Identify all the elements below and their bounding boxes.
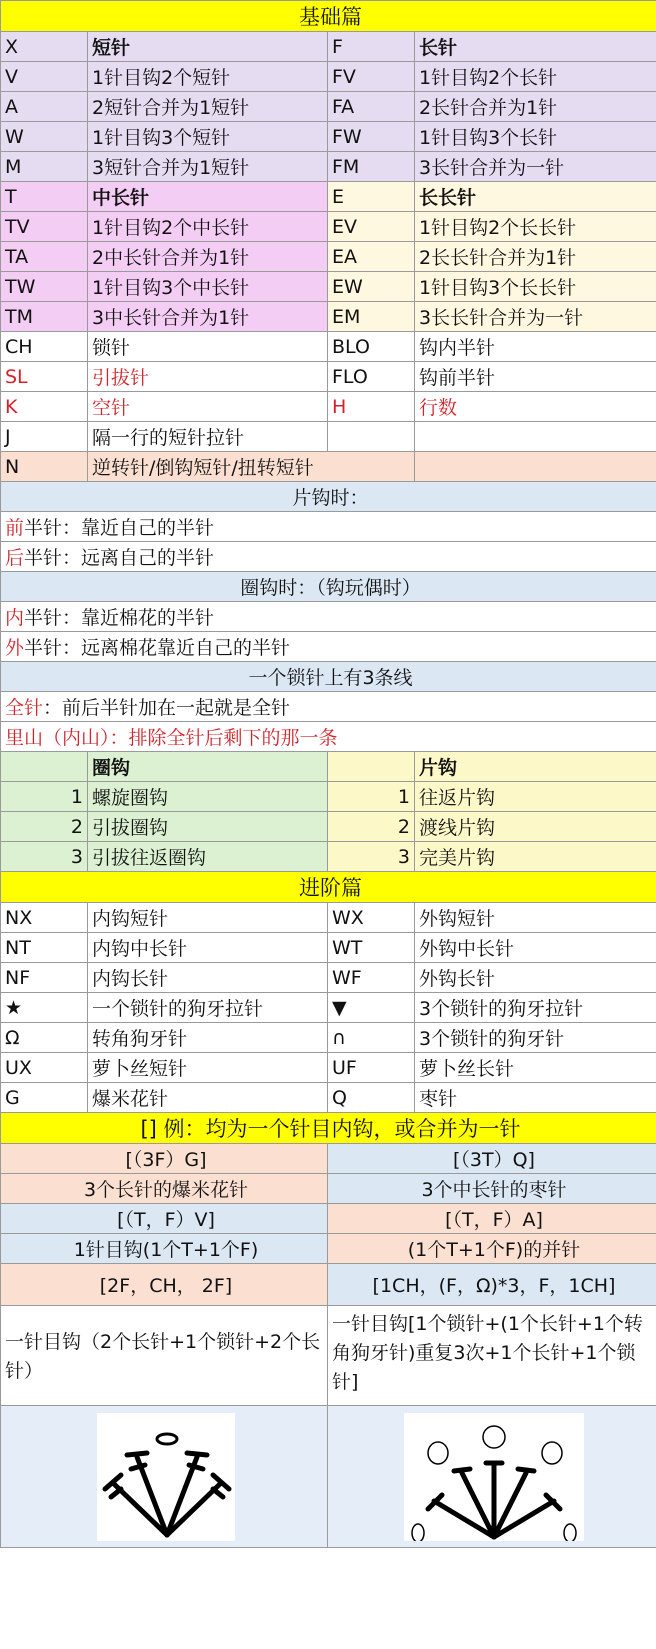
desc-cell: 萝卜丝长针 (415, 1053, 656, 1083)
flat-front-row (1, 512, 656, 542)
round-method-title: 圈钩 (88, 752, 328, 782)
desc-cell: 3个锁针的狗牙针 (415, 1023, 656, 1053)
flat-title: 片钩时： (1, 482, 656, 512)
name-cell: 短针 (88, 32, 328, 62)
code-cell: TW (1, 272, 88, 302)
full-text: ：前后半针加在一起就是全针 (43, 697, 291, 719)
table-row (1, 1083, 656, 1113)
table-row (1, 1023, 656, 1053)
example-code: [（3F）G] (1, 1144, 328, 1174)
example-desc: 3个中长针的枣针 (328, 1174, 656, 1204)
basic-title: 基础篇 (1, 1, 656, 32)
desc-cell: 一个锁针的狗牙拉针 (88, 993, 328, 1023)
table-row (1, 362, 656, 392)
inner-key: 内 (5, 607, 25, 629)
table-row (1, 62, 656, 92)
examples-title: [] 例：均为一个针目内钩，或合并为一针 (1, 1113, 656, 1144)
desc-cell: 3长长针合并为一针 (415, 302, 656, 332)
methods-header-row (1, 752, 656, 782)
example-desc: (1个T+1个F)的并针 (328, 1234, 656, 1264)
method-cell: 引拔圈钩 (88, 812, 328, 842)
example-code: [1CH，(F，Ω)*3，F，1CH] (328, 1264, 656, 1306)
table-row (1, 993, 656, 1023)
table-row (1, 812, 656, 842)
table-row (1, 842, 656, 872)
desc-cell: 空针 (88, 392, 328, 422)
table-row (1, 32, 656, 62)
chain-backbump-row: 里山（内山）：排除全针后剩下的那一条 (1, 722, 656, 752)
desc-cell: 3短针合并为1短针 (88, 152, 328, 182)
example-desc: 一针目钩[1个锁针+(1个长针+1个转角狗牙针)重复3次+1个长针+1个锁针] (328, 1306, 656, 1406)
table-row (1, 422, 656, 452)
table-row (1, 182, 656, 212)
down-triangle-symbol-icon: ▼ (328, 993, 415, 1023)
inner-text: 半针：靠近棉花的半针 (24, 607, 215, 629)
desc-cell: 外钩中长针 (415, 933, 656, 963)
num-cell: 1 (1, 782, 88, 812)
table-row (1, 1053, 656, 1083)
example-code: [（T，F）V] (1, 1204, 328, 1234)
desc-cell: 爆米花针 (88, 1083, 328, 1113)
code-cell: SL (1, 362, 88, 392)
code-cell: WF (328, 963, 415, 993)
desc-cell: 内钩中长针 (88, 933, 328, 963)
desc-cell: 逆转针/倒钩短针/扭转短针 (88, 452, 415, 482)
table-row (1, 212, 656, 242)
desc-cell: 行数 (415, 392, 656, 422)
table-row (1, 963, 656, 993)
method-cell: 渡线片钩 (415, 812, 656, 842)
back-text: 半针：远离自己的半针 (24, 547, 215, 569)
example-desc: 1针目钩(1个T+1个F) (1, 1234, 328, 1264)
desc-cell: 外钩短针 (415, 903, 656, 933)
desc-cell: 1针目钩2个长长针 (415, 212, 656, 242)
code-cell: F (328, 32, 415, 62)
num-cell: 3 (328, 842, 415, 872)
code-cell: CH (1, 332, 88, 362)
table-row (1, 392, 656, 422)
table-row (1, 152, 656, 182)
table-row (1, 452, 656, 482)
outer-text: 半针：远离棉花靠近自己的半针 (24, 637, 291, 659)
flat-back-row (1, 542, 656, 572)
name-cell: 中长针 (88, 182, 328, 212)
desc-cell: 外钩长针 (415, 963, 656, 993)
desc-cell: 转角狗牙针 (88, 1023, 328, 1053)
desc-cell: 2中长针合并为1针 (88, 242, 328, 272)
desc-cell: 3长针合并为一针 (415, 152, 656, 182)
code-cell: V (1, 62, 88, 92)
code-cell: EA (328, 242, 415, 272)
desc-cell: 3个锁针的狗牙拉针 (415, 993, 656, 1023)
code-cell: X (1, 32, 88, 62)
code-cell: T (1, 182, 88, 212)
desc-cell: 枣针 (415, 1083, 656, 1113)
code-cell: H (328, 392, 415, 422)
full-key: 全针 (5, 697, 44, 719)
example-code: [（T，F）A] (328, 1204, 656, 1234)
back-key: 后 (5, 547, 25, 569)
desc-cell: 2短针合并为1短针 (88, 92, 328, 122)
code-cell: EW (328, 272, 415, 302)
code-cell: A (1, 92, 88, 122)
code-cell: W (1, 122, 88, 152)
code-cell: FW (328, 122, 415, 152)
desc-cell: 萝卜丝短针 (88, 1053, 328, 1083)
code-cell: Q (328, 1083, 415, 1113)
front-text: 半针：靠近自己的半针 (24, 517, 215, 539)
outer-key: 外 (5, 637, 25, 659)
round-title: 圈钩时：（钩玩偶时） (1, 572, 656, 602)
example-desc: 一针目钩（2个长针+1个锁针+2个长针） (1, 1306, 328, 1406)
table-row (1, 782, 656, 812)
desc-cell: 钩前半针 (415, 362, 656, 392)
code-cell: EV (328, 212, 415, 242)
code-cell: UF (328, 1053, 415, 1083)
table-row (1, 92, 656, 122)
code-cell: NT (1, 933, 88, 963)
code-cell: NX (1, 903, 88, 933)
code-cell: K (1, 392, 88, 422)
desc-cell: 1针目钩3个短针 (88, 122, 328, 152)
num-cell: 1 (328, 782, 415, 812)
table-row (1, 122, 656, 152)
arch-symbol-icon: ∩ (328, 1023, 415, 1053)
table-row (1, 933, 656, 963)
table-row (1, 302, 656, 332)
code-cell: E (328, 182, 415, 212)
empty-cell (328, 752, 415, 782)
omega-symbol-icon: Ω (1, 1023, 88, 1053)
code-cell: FLO (328, 362, 415, 392)
desc-cell: 1针目钩2个中长针 (88, 212, 328, 242)
example-code: [（3T）Q] (328, 1144, 656, 1174)
table-row (1, 272, 656, 302)
code-cell: TA (1, 242, 88, 272)
desc-cell: 1针目钩2个短针 (88, 62, 328, 92)
front-key: 前 (5, 517, 25, 539)
code-cell: WX (328, 903, 415, 933)
round-outer-row (1, 632, 656, 662)
flat-method-title: 片钩 (415, 752, 656, 782)
name-cell: 长针 (415, 32, 656, 62)
num-cell: 2 (328, 812, 415, 842)
example-code: [2F，CH， 2F] (1, 1264, 328, 1306)
code-cell: TM (1, 302, 88, 332)
table-row (1, 242, 656, 272)
empty-cell (415, 452, 656, 482)
round-inner-row (1, 602, 656, 632)
shell-diagram-cell (1, 1406, 328, 1548)
code-cell: G (1, 1083, 88, 1113)
method-cell: 往返片钩 (415, 782, 656, 812)
fan-diagram-cell (328, 1406, 656, 1548)
table-row (1, 332, 656, 362)
chain-full-row (1, 692, 656, 722)
code-cell: M (1, 152, 88, 182)
desc-cell: 隔一行的短针拉针 (88, 422, 328, 452)
desc-cell: 1针目钩2个长针 (415, 62, 656, 92)
num-cell: 2 (1, 812, 88, 842)
table-row (1, 903, 656, 933)
desc-cell: 1针目钩3个长针 (415, 122, 656, 152)
desc-cell: 锁针 (88, 332, 328, 362)
code-cell: WT (328, 933, 415, 963)
shell-stitch-diagram-icon (97, 1413, 235, 1541)
desc-cell: 1针目钩3个中长针 (88, 272, 328, 302)
desc-cell: 内钩短针 (88, 903, 328, 933)
desc-cell: 2长针合并为1针 (415, 92, 656, 122)
method-cell: 完美片钩 (415, 842, 656, 872)
star-symbol-icon: ★ (1, 993, 88, 1023)
code-cell: FM (328, 152, 415, 182)
example-desc: 3个长针的爆米花针 (1, 1174, 328, 1204)
code-cell: FA (328, 92, 415, 122)
chain-title: 一个锁针上有3条线 (1, 662, 656, 692)
desc-cell: 1针目钩3个长长针 (415, 272, 656, 302)
code-cell: N (1, 452, 88, 482)
method-cell: 螺旋圈钩 (88, 782, 328, 812)
code-cell: TV (1, 212, 88, 242)
code-cell: FV (328, 62, 415, 92)
desc-cell: 钩内半针 (415, 332, 656, 362)
desc-cell: 引拔针 (88, 362, 328, 392)
empty-cell (328, 422, 415, 452)
num-cell: 3 (1, 842, 88, 872)
empty-cell (1, 752, 88, 782)
picot-fan-diagram-icon (404, 1413, 584, 1541)
advanced-title: 进阶篇 (1, 872, 656, 903)
desc-cell: 3中长针合并为1针 (88, 302, 328, 332)
desc-cell: 内钩长针 (88, 963, 328, 993)
code-cell: NF (1, 963, 88, 993)
name-cell: 长长针 (415, 182, 656, 212)
desc-cell: 2长长针合并为1针 (415, 242, 656, 272)
code-cell: UX (1, 1053, 88, 1083)
code-cell: EM (328, 302, 415, 332)
empty-cell (415, 422, 656, 452)
method-cell: 引拔往返圈钩 (88, 842, 328, 872)
code-cell: J (1, 422, 88, 452)
code-cell: BLO (328, 332, 415, 362)
